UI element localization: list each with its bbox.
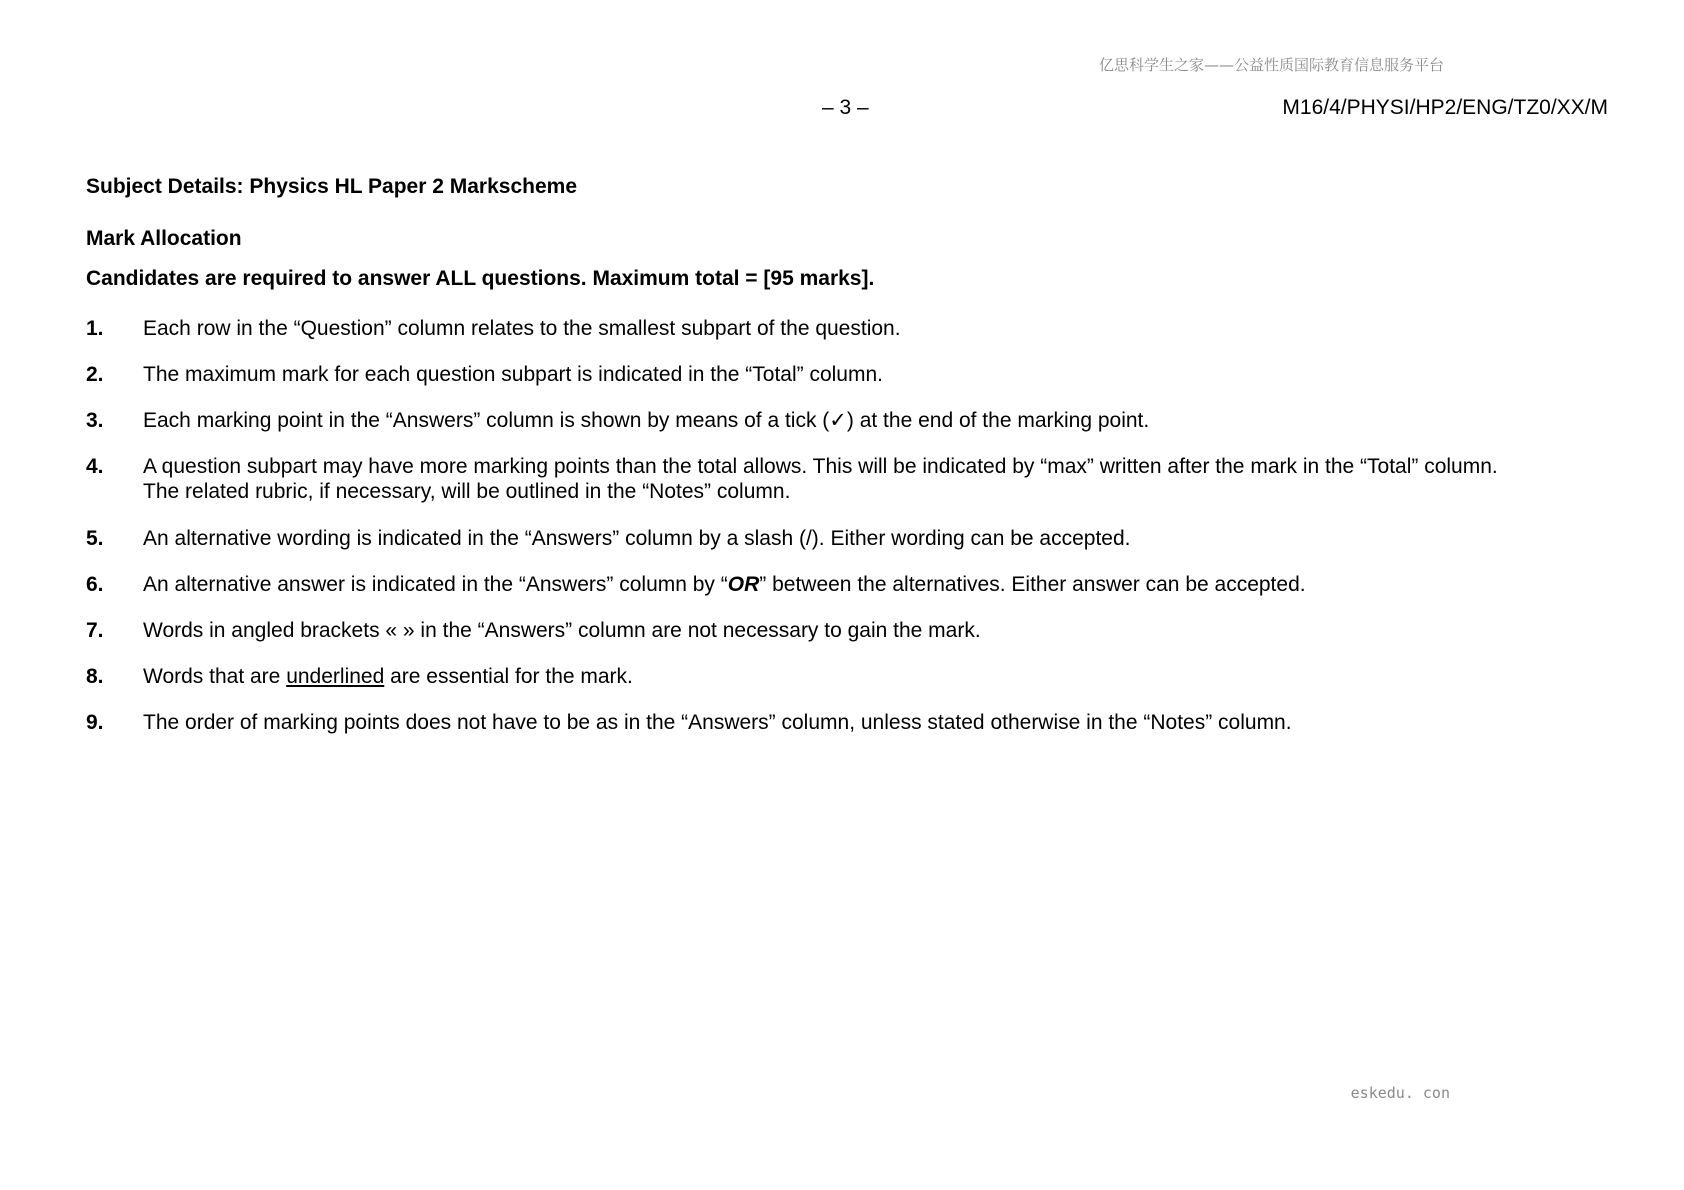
rule-text [143,572,1616,597]
header-watermark: 亿思科学生之家——公益性质国际教育信息服务平台 [1098,56,1444,74]
rule-text: Each marking point in the “Answers” column is shown by means of a tick (✓) at the end of the marking point. [143,409,1150,432]
rule-text: The order of marking points does not have to be as in the “Answers” column, unless stated otherwise in the “Notes” column. [143,711,1292,734]
rule-text: An alternative wording is indicated in the “Answers” column by a slash (/). Either wording can be accepted. [143,527,1131,550]
rule-item [86,408,1616,433]
rule-text: Words in angled brackets « » in the “Answers” column are not necessary to gain the mark. [143,619,981,642]
rule-item [86,526,1616,551]
mark-allocation-heading: Mark Allocation [86,227,242,250]
subject-details-heading: Subject Details: Physics HL Paper 2 Markscheme [86,175,577,198]
rule-text-part: are essential for the mark. [384,665,633,688]
rule-text-part: Words that are [143,665,287,688]
rule-number: 1. [86,317,104,340]
rule-item [86,710,1616,735]
rule-text: Each row in the “Question” column relates to the smallest subpart of the question. [143,317,901,340]
footer-watermark: eskedu. con [1350,1084,1450,1102]
page-number: – 3 – [822,96,869,119]
rule-item [86,572,1616,597]
rule-text-part: An alternative answer is indicated in the “Answers” column by “ [143,573,728,596]
rule-text [143,664,1616,689]
rule-number: 7. [86,619,104,642]
rule-text-continuation: The related rubric, if necessary, will be outlined in the “Notes” column. [143,480,791,503]
rule-item [86,316,1616,341]
rule-number: 3. [86,409,104,432]
rule-number: 4. [86,455,104,478]
rule-text-emphasis: OR [727,573,760,596]
document-code: M16/4/PHYSI/HP2/ENG/TZ0/XX/M [1282,96,1608,119]
rule-item [86,454,1616,504]
rule-text: A question subpart may have more marking points than the total allows. This will be indicated by “max” written after the mark in the “Total” column. [143,455,1498,478]
rule-number: 2. [86,363,104,386]
rule-item [86,664,1616,689]
rule-text-underlined: underlined [286,665,385,688]
rule-number: 9. [86,711,104,734]
rule-text-part: ” between the alternatives. Either answer can be accepted. [759,573,1306,596]
instruction-text: Candidates are required to answer ALL questions. Maximum total = [95 marks]. [86,267,875,290]
rule-item [86,362,1616,387]
rule-number: 5. [86,527,104,550]
rule-number: 8. [86,665,104,688]
rule-text: The maximum mark for each question subpart is indicated in the “Total” column. [143,363,883,386]
rule-number: 6. [86,573,104,596]
rule-item [86,618,1616,643]
